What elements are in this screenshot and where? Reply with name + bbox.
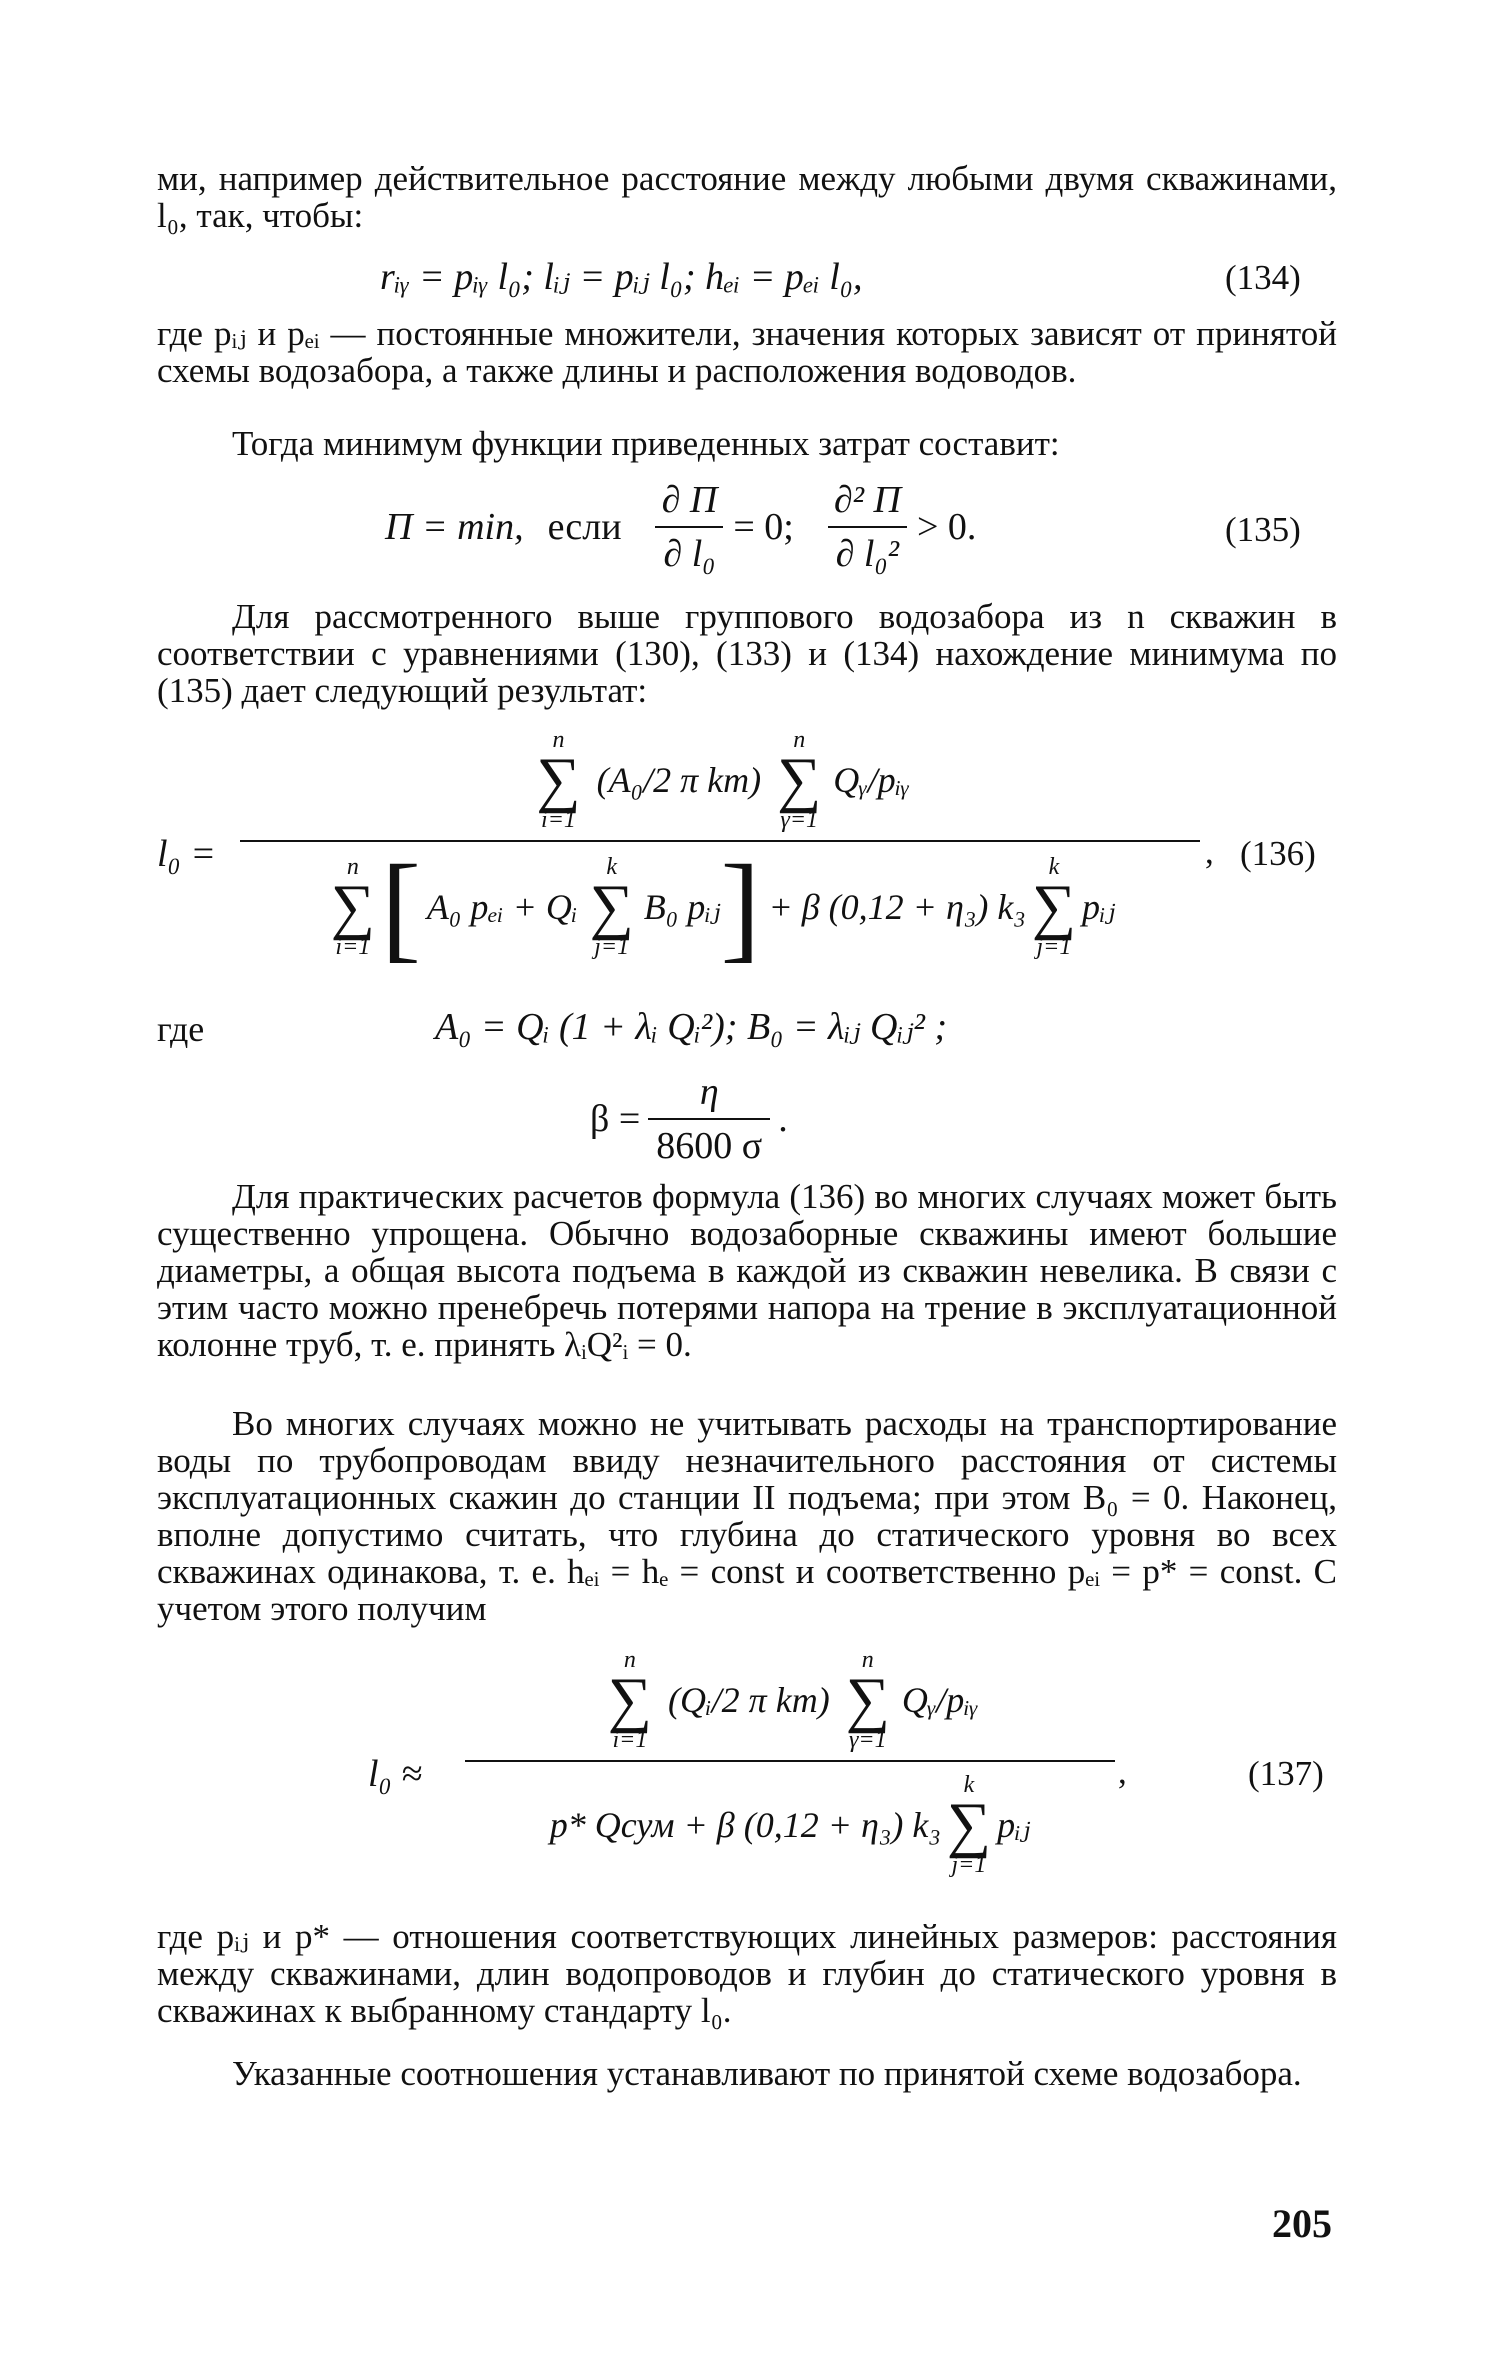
paragraph-4: Для рассмотренного выше группового водозабора из n скважин в соответствии с уравнениями (130), (133) и (134) нахождение минимума по (135) дает следующий результат: [157, 597, 1337, 710]
eq135-frac1-num: ∂ П [661, 479, 718, 521]
paragraph-1: ми, например действительное расстояние между любыми двумя скважинами, l₀, так, чтобы: [157, 159, 1337, 235]
eq136-num-term-1: (A₀/2 π km) [596, 760, 762, 800]
sigma-symbol: ∑ [845, 1666, 890, 1734]
eq137-den-text: p* Qсум + β (0,12 + η₃) k₃ [549, 1804, 941, 1845]
eq135-mid: = 0; [733, 506, 794, 548]
eq136-den-sum [331, 855, 375, 959]
sigma-symbol: ∑ [1031, 873, 1077, 941]
eq137-num-term-1: (Qᵢ/2 π km) [668, 1680, 830, 1720]
sum-upper: k [1048, 854, 1060, 880]
paragraph-6: Во многих случаях можно не учитывать расходы на транспортирование воды по трубопроводам ввиду незначительного расстояния от системы эксплуатационных скажин до станции II подъема; при этом B₀ = 0. Наконец, вполне допустимо считать, что глубина до статического уровня во всех скважинах одинакова, т. е. hₑᵢ = hₑ = const и соответственно pₑᵢ = p* = const. С учетом этого получим [157, 1404, 1337, 1628]
left-bracket: [ [380, 840, 421, 973]
sigma-symbol: ∑ [589, 873, 634, 941]
sum-lower: i=1 [541, 807, 576, 833]
beta-fraction [648, 1070, 770, 1168]
eq135-right: > 0. [916, 506, 977, 548]
equation-number-136: (136) [1240, 834, 1316, 873]
eq137-denominator [550, 1762, 1031, 1887]
beta-num: η [699, 1071, 719, 1113]
eq136-den-tail-term: pᵢⱼ [1082, 887, 1116, 927]
sum-lower: j=1 [594, 934, 630, 960]
beta-lhs: β = [590, 1098, 641, 1140]
sum-lower: j=1 [1036, 934, 1072, 960]
equation-number-135: (135) [1225, 510, 1301, 549]
eq136-num-sum-1 [536, 728, 580, 832]
eq137-comma: , [1118, 1752, 1127, 1791]
eq136-den-tail: + β (0,12 + η₃) k₃ [768, 887, 1026, 927]
eq137-den-term: pᵢⱼ [997, 1804, 1031, 1845]
equation-136 [240, 720, 1200, 972]
eq135-cond-word: если [547, 506, 622, 548]
eq136-lhs: l₀ = [157, 833, 216, 875]
paragraph-3: Тогда минимум функции приведенных затрат составит: [232, 424, 1060, 463]
sum-upper: n [861, 1647, 874, 1673]
sum-upper: k [963, 1771, 975, 1798]
eq136-num-sum-2 [777, 728, 821, 832]
sum-upper: n [346, 854, 359, 880]
sigma-symbol: ∑ [330, 873, 375, 941]
beta-den: 8600 σ [648, 1118, 770, 1168]
equation-beta [590, 1070, 788, 1168]
beta-tail: . [778, 1098, 788, 1140]
sum-lower: γ=1 [848, 1727, 887, 1753]
sigma-symbol: ∑ [607, 1666, 652, 1734]
equation-a0-b0: A₀ = Qᵢ (1 + λᵢ Qᵢ²); B₀ = λᵢⱼ Qᵢⱼ² ; [435, 1006, 948, 1048]
equation-134: rᵢᵧ = pᵢᵧ l₀; lᵢⱼ = pᵢⱼ l₀; hₑᵢ = pₑᵢ l₀, [380, 256, 863, 298]
equation-137 [465, 1640, 1115, 1887]
sum-lower: i=1 [612, 1727, 648, 1753]
equation-135 [385, 478, 976, 576]
paragraph-7: где pᵢⱼ и p* — отношения соответствующих линейных размеров: расстояния между скважинами, длин водопроводов и глубин до статического уровня в скважинах к выбранному стандарту l₀. [157, 1917, 1337, 2030]
sum-lower: γ=1 [780, 807, 819, 833]
sum-upper: n [793, 727, 806, 753]
eq137-num-sum-1 [608, 1648, 652, 1752]
eq135-frac2-den: ∂ l₀² [828, 526, 907, 576]
eq135-left: П = min, [385, 506, 524, 548]
paragraph-8: Указанные соотношения устанавливают по принятой схеме водозабора. [232, 2054, 1302, 2093]
eq136-den-inner-tail: B₀ pᵢⱼ [643, 887, 721, 927]
paragraph-5: Для практических расчетов формула (136) во многих случаях может быть существенно упрощена. Обычно водозаборные скважины имеют большие диаметры, а общая высота подъема в каждой из скважин невелика. В связи с этим часто можно пренебречь потерями напора на трение в эксплуатационной колонне труб, т. е. принять λᵢQ²ᵢ = 0. [157, 1177, 1337, 1364]
eq137-numerator [602, 1640, 978, 1760]
eq135-fraction-1 [654, 478, 726, 576]
sum-lower: j=1 [951, 1851, 987, 1878]
sigma-symbol: ∑ [777, 746, 822, 814]
eq136-denominator [325, 842, 1116, 972]
eq136-den-inner-sum [590, 855, 634, 959]
paragraph-2: где pᵢⱼ и pₑᵢ — постоянные множители, значения которых зависят от принятой схемы водозабора, а также длины и расположения водоводов. [157, 314, 1337, 390]
sum-upper: n [552, 727, 565, 753]
eq135-frac1-den: ∂ l₀ [655, 526, 723, 576]
eq135-frac2-num: ∂² П [833, 479, 901, 521]
eq136-num-term-2: Qᵧ/pᵢᵧ [833, 760, 910, 800]
eq135-fraction-2 [826, 478, 909, 576]
equation-number-134: (134) [1225, 258, 1301, 297]
sum-lower: i=1 [335, 934, 371, 960]
eq136-numerator [530, 720, 909, 840]
eq137-lhs: l₀ ≈ [368, 1753, 423, 1795]
eq136-den-tail-sum [1032, 855, 1076, 959]
right-bracket: ] [720, 840, 761, 973]
sigma-symbol: ∑ [946, 1790, 992, 1859]
where-label: где [157, 1009, 205, 1049]
eq137-num-term-2: Qᵧ/pᵢᵧ [901, 1680, 979, 1720]
eq137-num-sum-2 [846, 1648, 890, 1752]
sigma-symbol: ∑ [536, 746, 581, 814]
equation-number-137: (137) [1248, 1754, 1324, 1793]
eq136-comma: , [1205, 832, 1214, 871]
eq136-den-inner: A₀ pₑᵢ + Qᵢ [426, 887, 578, 927]
page-number: 205 [1272, 2201, 1332, 2246]
sum-upper: k [606, 854, 617, 880]
sum-upper: n [623, 1647, 636, 1673]
eq137-den-sum [947, 1773, 991, 1877]
